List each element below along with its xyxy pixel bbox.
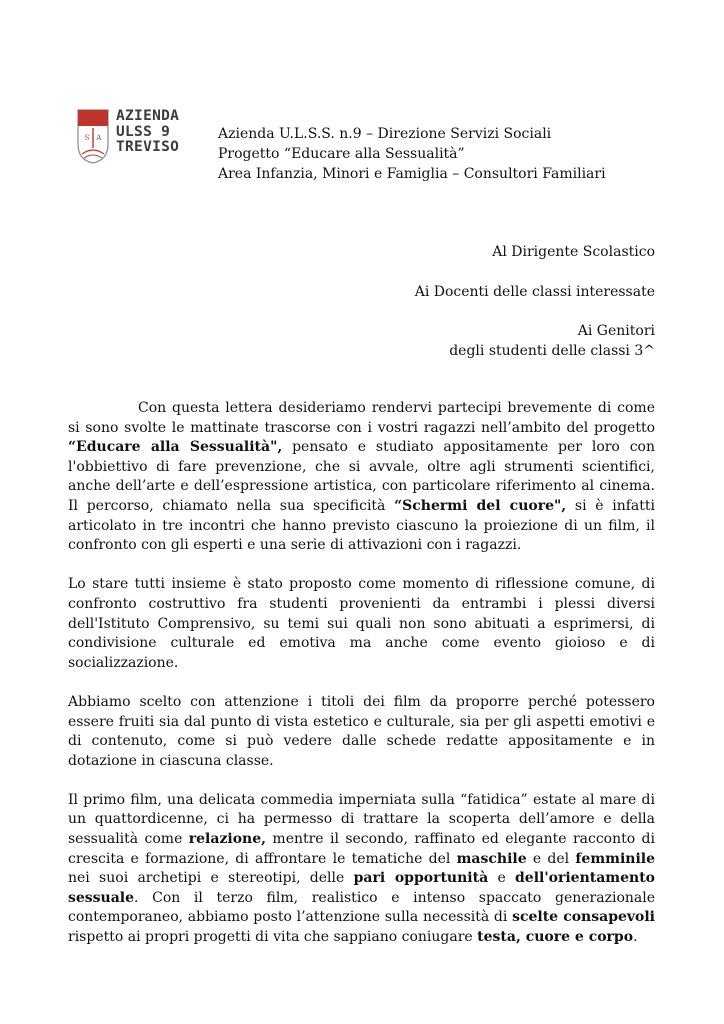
header-line-3: Area Infanzia, Minori e Famiglia – Consultori Familiari <box>218 166 606 182</box>
bold-term: scelte consapevoli <box>512 909 655 926</box>
text-span: mentre il secondo, raffinato ed elegante racconto di crescita e formazione, di affrontare le tematiche del <box>68 831 655 867</box>
letter-header <box>218 124 606 184</box>
recipient-line: Ai Docenti delle classi interessate <box>414 284 655 300</box>
text-span: nei suoi archetipi e stereotipi, delle <box>68 870 354 887</box>
emblem-letters: S | A <box>84 134 102 142</box>
paragraph-1 <box>68 399 655 556</box>
text-span: . Con il terzo film, realistico e intenso spaccato generazionale contemporaneo, abbiamo posto l’attenzione sulla necessità di <box>68 889 655 926</box>
letter-body <box>68 399 655 967</box>
bold-term: relazione, <box>188 831 267 848</box>
paragraph-2: Lo stare tutti insieme è stato proposto come momento di riflessione comune, di confronto costruttivo fra studenti provenienti da entrambi i plessi diversi dell'Istituto Comprensivo, su temi sui quali non sono abituati a esprimersi, di condivisione culturale ed emotiva ma anche come evento gioioso e di socializzazione. <box>68 576 655 671</box>
recipient-line: degli studenti delle classi 3^ <box>449 343 655 359</box>
ulss-logo <box>76 108 186 170</box>
text-span: Il primo film, una delicata commedia imperniata sulla “fatidica” estate al mare di un quattordicenne, ci ha permesso di trattare la scoperta dell’amore e della sessualità come <box>68 791 655 848</box>
bold-course-name: “Schermi del cuore", <box>394 497 567 514</box>
bold-term: testa, cuore e corpo <box>477 929 634 946</box>
paragraph-3: Abbiamo scelto con attenzione i titoli dei film da proporre perché potessero essere fruiti sia dal punto di vista estetico e culturale, sia per gli aspetti emotivi e di contenuto, come si può vedere dalle schede redatte appositamente e in dotazione in ciascuna classe. <box>68 693 655 769</box>
bold-project-name: “Educare alla Sessualità", <box>68 439 283 456</box>
text-span: rispetto ai propri progetti di vita che sappiano coniugare <box>68 929 478 946</box>
header-line-1: Azienda U.L.S.S. n.9 – Direzione Servizi Sociali <box>218 126 552 142</box>
text-span: e <box>488 870 516 887</box>
text-span: . <box>633 929 638 946</box>
shield-emblem-icon <box>76 108 110 164</box>
bold-term: femminile <box>575 850 655 867</box>
bold-term: pari opportunità <box>353 870 489 887</box>
text-span: si è infatti articolato in tre incontri che hanno previsto ciascuno la proiezione di un film, il confronto con gli esperti e una serie di attivazioni con i ragazzi. <box>68 497 655 554</box>
text-span: pensato e studiato appositamente per loro con l'obbiettivo di fare prevenzione, che si avvale, oltre agli strumenti scientifici, anche dell’arte e dell’espressione artistica, con particolare riferimento al cinema. Il percorso, chiamato nella sua specificità <box>68 439 655 514</box>
recipient-line: Ai Genitori <box>577 323 655 339</box>
logo-line-1: AZIENDA <box>116 108 180 124</box>
logo-text <box>116 109 179 156</box>
text-span: e del <box>526 850 576 867</box>
bold-term: dell'orientamento sessuale <box>68 870 655 906</box>
paragraph-4 <box>68 791 655 948</box>
recipient-line: Al Dirigente Scolastico <box>492 244 655 260</box>
recipient-genitori <box>449 321 655 361</box>
logo-line-3: TREVISO <box>116 139 180 155</box>
bold-term: maschile <box>456 850 527 867</box>
header-line-2: Progetto “Educare alla Sessualità” <box>218 146 465 162</box>
recipient-dirigente <box>492 242 655 262</box>
recipient-docenti <box>415 282 655 302</box>
text-span: Con questa lettera desideriamo rendervi partecipi brevemente di come si sono svolte le mattinate trascorse con i vostri ragazzi nell’ambito del progetto <box>68 400 655 436</box>
logo-line-2: ULSS 9 <box>116 123 171 140</box>
